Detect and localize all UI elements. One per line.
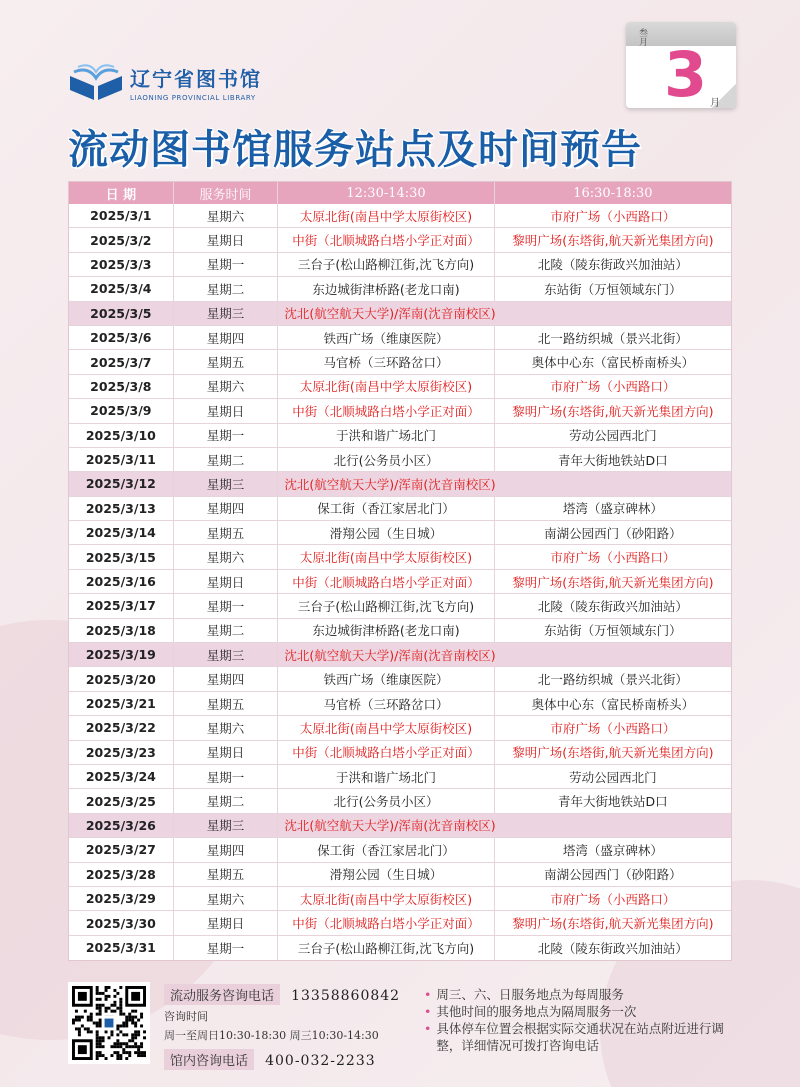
page-title: 流动图书馆服务站点及时间预告 — [68, 126, 642, 173]
cell-weekday: 星期日 — [174, 399, 279, 422]
table-row — [69, 911, 731, 935]
library-phone-label: 馆内咨询电话 — [164, 1049, 254, 1070]
calendar-month-unit: 月 — [710, 98, 720, 109]
cell-slot-2: 青年大街地铁站D口 — [558, 452, 668, 468]
cell-weekday: 星期五 — [174, 863, 279, 886]
cell-date: 2025/3/11 — [69, 448, 174, 471]
cell-weekday: 星期二 — [174, 448, 279, 471]
cell-date: 2025/3/7 — [69, 350, 174, 373]
cell-weekday: 星期三 — [174, 472, 279, 495]
cell-slot-2: 黎明广场(东塔街,航天新光集团方向) — [512, 403, 714, 419]
cell-date: 2025/3/2 — [69, 228, 174, 251]
table-row — [69, 570, 731, 594]
service-notes — [424, 986, 744, 1054]
table-row — [69, 472, 731, 496]
cell-slot-2: 市府广场（小西路口） — [550, 379, 676, 395]
table-row — [69, 716, 731, 740]
cell-date: 2025/3/30 — [69, 911, 174, 934]
cell-slot-1: 北行(公务员小区） — [278, 789, 494, 812]
cell-slot-1: 马官桥（三环路岔口） — [278, 350, 494, 373]
cell-slot-2: 塔湾（盛京碑林） — [562, 842, 663, 858]
cell-slot-2: 黎明广场(东塔街,航天新光集团方向) — [512, 574, 714, 590]
cell-weekday: 星期三 — [174, 814, 279, 837]
table-row — [69, 594, 731, 618]
cell-slot-1: 三台子(松山路柳江街,沈飞方向) — [278, 253, 494, 276]
cell-slot-1: 铁西广场（维康医院） — [278, 667, 494, 690]
cell-date: 2025/3/4 — [69, 277, 174, 300]
logo-name-cn: 辽宁省图书馆 — [130, 66, 262, 91]
cell-slot-1: 保工街（香江家居北门） — [278, 838, 494, 861]
hours-label: 咨询时间 — [164, 1010, 208, 1023]
cell-date: 2025/3/17 — [69, 594, 174, 617]
book-logo-icon — [68, 62, 124, 102]
cell-slot-1: 太原北街(南昌中学太原街校区) — [278, 887, 494, 910]
cell-date: 2025/3/3 — [69, 253, 174, 276]
logo-name-en: LIAONING PROVINCIAL LIBRARY — [130, 93, 256, 102]
cell-slot-1: 滑翔公园（生日城） — [278, 863, 494, 886]
cell-date: 2025/3/10 — [69, 424, 174, 447]
cell-slot-2: 黎明广场(东塔街,航天新光集团方向) — [512, 916, 714, 932]
cell-weekday: 星期一 — [174, 424, 279, 447]
cell-weekday: 星期五 — [174, 350, 279, 373]
cell-slot-2: 北陵（陵东街政兴加油站） — [537, 598, 688, 614]
cell-slot-2: 青年大街地铁站D口 — [558, 794, 668, 810]
cell-slot-2: 奥体中心东（富民桥南桥头） — [531, 696, 695, 712]
month-calendar — [626, 22, 736, 114]
cell-weekday: 星期一 — [174, 594, 279, 617]
table-row — [69, 838, 731, 862]
cell-slot-merged: 沈北(航空航天大学)/浑南(沈音南校区) — [284, 647, 496, 663]
table-row — [69, 326, 731, 350]
cell-slot-1: 太原北街(南昌中学太原街校区) — [278, 204, 494, 227]
cell-weekday: 星期六 — [174, 887, 279, 910]
cell-slot-1: 滑翔公园（生日城） — [278, 521, 494, 544]
table-row — [69, 277, 731, 301]
cell-slot-1: 中街（北顺城路白塔小学正对面） — [278, 399, 494, 422]
cell-slot-1: 马官桥（三环路岔口） — [278, 692, 494, 715]
cell-slot-merged: 沈北(航空航天大学)/浑南(沈音南校区) — [284, 306, 496, 322]
cell-slot-2: 北一路纺织城（景兴北街） — [537, 672, 688, 688]
table-row — [69, 375, 731, 399]
cell-weekday: 星期一 — [174, 253, 279, 276]
note-text: 具体停车位置会根据实际交通状况在站点附近进行调整，详细情况可拨打咨询电话 — [436, 1021, 724, 1053]
cell-slot-1: 保工街（香江家居北门） — [278, 497, 494, 520]
cell-date: 2025/3/31 — [69, 936, 174, 960]
cell-weekday: 星期六 — [174, 204, 279, 227]
table-row — [69, 302, 731, 326]
cell-slot-1: 太原北街(南昌中学太原街校区) — [278, 375, 494, 398]
cell-date: 2025/3/15 — [69, 545, 174, 568]
table-row — [69, 399, 731, 423]
table-row — [69, 545, 731, 569]
table-row — [69, 936, 731, 960]
cell-weekday: 星期六 — [174, 716, 279, 739]
table-row — [69, 350, 731, 374]
cell-weekday: 星期五 — [174, 692, 279, 715]
cell-slot-2: 劳动公园西北门 — [569, 769, 657, 785]
cell-date: 2025/3/12 — [69, 472, 174, 495]
header-slot-1: 12:30-14:30 — [278, 182, 494, 204]
cell-date: 2025/3/9 — [69, 399, 174, 422]
cell-weekday: 星期六 — [174, 545, 279, 568]
cell-slot-2: 南湖公园西门（砂阳路） — [544, 525, 682, 541]
cell-slot-2: 塔湾（盛京碑林） — [562, 501, 663, 517]
cell-date: 2025/3/13 — [69, 497, 174, 520]
table-row — [69, 667, 731, 691]
table-row — [69, 814, 731, 838]
table-row — [69, 448, 731, 472]
cell-slot-1: 三台子(松山路柳江街,沈飞方向) — [278, 936, 494, 960]
bullet-icon: • — [424, 987, 432, 1002]
cell-slot-2: 北一路纺织城（景兴北街） — [537, 330, 688, 346]
cell-date: 2025/3/14 — [69, 521, 174, 544]
note-text: 其他时间的服务地点为隔周服务一次 — [436, 1004, 637, 1019]
cell-slot-1: 中街（北顺城路白塔小学正对面） — [278, 911, 494, 934]
calendar-month-label: 叁月 — [637, 28, 647, 46]
cell-weekday: 星期二 — [174, 277, 279, 300]
cell-weekday: 星期日 — [174, 911, 279, 934]
cell-date: 2025/3/26 — [69, 814, 174, 837]
cell-date: 2025/3/29 — [69, 887, 174, 910]
cell-weekday: 星期日 — [174, 741, 279, 764]
cell-slot-2: 东站街（万恒领域东门） — [544, 623, 682, 639]
table-row — [69, 253, 731, 277]
cell-slot-2: 劳动公园西北门 — [569, 428, 657, 444]
table-row — [69, 643, 731, 667]
cell-weekday: 星期三 — [174, 643, 279, 666]
cell-slot-1: 铁西广场（维康医院） — [278, 326, 494, 349]
cell-weekday: 星期六 — [174, 375, 279, 398]
cell-weekday: 星期二 — [174, 789, 279, 812]
cell-date: 2025/3/8 — [69, 375, 174, 398]
cell-slot-2: 市府广场（小西路口） — [550, 208, 676, 224]
qr-code — [68, 982, 150, 1064]
note-text: 周三、六、日服务地点为每周服务 — [436, 987, 624, 1002]
table-row — [69, 619, 731, 643]
cell-weekday: 星期五 — [174, 521, 279, 544]
hours-text: 周一至周日10:30-18:30 周三10:30-14:30 — [164, 1029, 379, 1042]
note-item — [424, 1020, 744, 1054]
cell-date: 2025/3/19 — [69, 643, 174, 666]
cell-slot-1: 中街（北顺城路白塔小学正对面） — [278, 228, 494, 251]
table-row — [69, 887, 731, 911]
cell-slot-2: 黎明广场(东塔街,航天新光集团方向) — [512, 745, 714, 761]
hotline-number: 13358860842 — [291, 988, 401, 1004]
cell-date: 2025/3/25 — [69, 789, 174, 812]
table-row — [69, 789, 731, 813]
cell-slot-1: 于洪和谐广场北门 — [278, 424, 494, 447]
library-phone-number: 400-032-2233 — [265, 1053, 376, 1069]
cell-slot-2: 东站街（万恒领域东门） — [544, 281, 682, 297]
cell-weekday: 星期四 — [174, 497, 279, 520]
note-item — [424, 1003, 744, 1020]
cell-weekday: 星期四 — [174, 838, 279, 861]
cell-slot-1: 太原北街(南昌中学太原街校区) — [278, 716, 494, 739]
cell-slot-1: 中街（北顺城路白塔小学正对面） — [278, 570, 494, 593]
cell-weekday: 星期四 — [174, 326, 279, 349]
table-header-row — [69, 182, 731, 204]
cell-date: 2025/3/24 — [69, 765, 174, 788]
cell-date: 2025/3/5 — [69, 302, 174, 325]
cell-slot-2: 黎明广场(东塔街,航天新光集团方向) — [512, 233, 714, 249]
cell-date: 2025/3/28 — [69, 863, 174, 886]
cell-slot-merged: 沈北(航空航天大学)/浑南(沈音南校区) — [284, 818, 496, 834]
header-slot-2: 16:30-18:30 — [573, 185, 653, 201]
library-logo — [68, 62, 262, 102]
header-date: 日 期 — [69, 182, 174, 204]
table-row — [69, 863, 731, 887]
cell-slot-1: 中街（北顺城路白塔小学正对面） — [278, 741, 494, 764]
cell-weekday: 星期一 — [174, 765, 279, 788]
table-row — [69, 765, 731, 789]
calendar-month-number: 3 — [664, 38, 708, 111]
cell-slot-2: 市府广场（小西路口） — [550, 891, 676, 907]
cell-slot-merged: 沈北(航空航天大学)/浑南(沈音南校区) — [284, 476, 496, 492]
cell-weekday: 星期一 — [174, 936, 279, 960]
table-row — [69, 521, 731, 545]
table-row — [69, 497, 731, 521]
cell-date: 2025/3/18 — [69, 619, 174, 642]
cell-date: 2025/3/23 — [69, 741, 174, 764]
cell-date: 2025/3/6 — [69, 326, 174, 349]
cell-weekday: 星期三 — [174, 302, 279, 325]
cell-slot-2: 市府广场（小西路口） — [550, 720, 676, 736]
cell-slot-1: 三台子(松山路柳江街,沈飞方向) — [278, 594, 494, 617]
bullet-icon: • — [424, 1004, 432, 1019]
cell-weekday: 星期日 — [174, 228, 279, 251]
cell-slot-1: 于洪和谐广场北门 — [278, 765, 494, 788]
table-row — [69, 424, 731, 448]
cell-weekday: 星期二 — [174, 619, 279, 642]
note-item — [424, 986, 744, 1003]
cell-slot-2: 奥体中心东（富民桥南桥头） — [531, 355, 695, 371]
table-row — [69, 204, 731, 228]
table-row — [69, 741, 731, 765]
bullet-icon: • — [424, 1021, 432, 1036]
cell-slot-2: 北陵（陵东街政兴加油站） — [537, 940, 688, 956]
cell-weekday: 星期日 — [174, 570, 279, 593]
header-service-time: 服务时间 — [174, 182, 279, 204]
table-row — [69, 228, 731, 252]
hotline-label: 流动服务咨询电话 — [164, 984, 280, 1005]
cell-slot-2: 北陵（陵东街政兴加油站） — [537, 257, 688, 273]
contact-info — [164, 984, 414, 1070]
cell-date: 2025/3/20 — [69, 667, 174, 690]
cell-date: 2025/3/16 — [69, 570, 174, 593]
cell-date: 2025/3/1 — [69, 204, 174, 227]
cell-slot-1: 北行(公务员小区） — [278, 448, 494, 471]
cell-slot-1: 东边城街津桥路(老龙口南) — [278, 277, 494, 300]
schedule-table — [68, 181, 732, 961]
cell-slot-1: 太原北街(南昌中学太原街校区) — [278, 545, 494, 568]
qr-code-graphic — [72, 986, 146, 1060]
cell-slot-2: 南湖公园西门（砂阳路） — [544, 867, 682, 883]
cell-weekday: 星期四 — [174, 667, 279, 690]
cell-date: 2025/3/22 — [69, 716, 174, 739]
table-row — [69, 692, 731, 716]
cell-date: 2025/3/21 — [69, 692, 174, 715]
cell-slot-2: 市府广场（小西路口） — [550, 550, 676, 566]
cell-date: 2025/3/27 — [69, 838, 174, 861]
cell-slot-1: 东边城街津桥路(老龙口南) — [278, 619, 494, 642]
